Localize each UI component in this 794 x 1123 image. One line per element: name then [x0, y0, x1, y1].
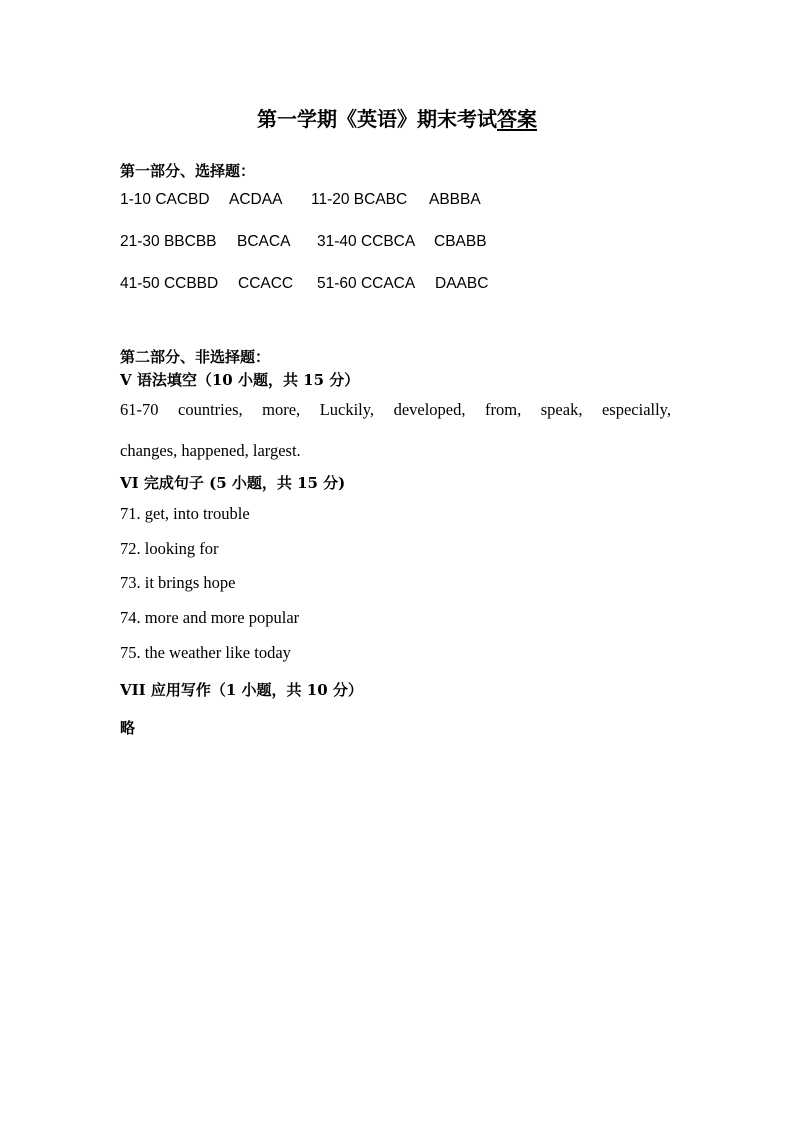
mcq-group: 11-20 BCABC	[311, 191, 408, 208]
section7-heading: VII 应用写作（1 小题，共 10 分）	[120, 681, 363, 699]
grammar-answer: developed,	[393, 400, 466, 419]
section6-heading: VI 完成句子 (5 小题，共 15 分)	[120, 474, 346, 492]
mcq-group: 21-30 BBCBB	[120, 233, 217, 250]
grammar-answer: Luckily,	[319, 400, 375, 419]
grammar-answer: speak,	[540, 400, 583, 419]
mcq-row-1	[120, 191, 481, 209]
section5-answers-line2: changes, happened, largest.	[120, 441, 301, 460]
mcq-group: 31-40 CCBCA	[317, 233, 416, 250]
mcq-row-3	[120, 275, 488, 293]
sentence-answer: 71. get, into trouble	[120, 504, 250, 523]
grammar-answer: especially,	[601, 400, 671, 419]
sentence-answer: 75. the weather like today	[120, 643, 291, 662]
mcq-group: ABBBA	[429, 191, 481, 208]
title-underlined: 答案	[497, 107, 537, 131]
mcq-group: CBABB	[434, 233, 487, 250]
mcq-group: CCACC	[238, 275, 294, 292]
mcq-group: 51-60 CCACA	[317, 275, 416, 292]
mcq-group: DAABC	[435, 275, 489, 292]
mcq-group: 1-10 CACBD	[120, 191, 210, 208]
mcq-row-2	[120, 233, 487, 251]
mcq-group: BCACA	[237, 233, 291, 250]
section5-heading: V 语法填空（10 小题，共 15 分）	[120, 371, 360, 389]
sentence-answer: 74. more and more popular	[120, 608, 300, 627]
title-main: 第一学期《英语》期末考试	[257, 107, 497, 131]
sentence-answer: 72. looking for	[120, 539, 219, 558]
grammar-answer: 61-70	[120, 400, 159, 419]
grammar-answer: from,	[485, 400, 522, 419]
mcq-group: 41-50 CCBBD	[120, 275, 219, 292]
mcq-group: ACDAA	[229, 191, 283, 208]
sentence-answer: 73. it brings hope	[120, 573, 236, 592]
part1-heading: 第一部分、选择题：	[120, 162, 256, 180]
page-title	[0, 103, 794, 132]
part2-heading: 第二部分、非选择题：	[120, 348, 271, 366]
section7-answer: 略	[120, 719, 136, 737]
grammar-answer: countries,	[178, 400, 243, 419]
grammar-answer: more,	[262, 400, 301, 419]
section5-answers-line1	[120, 400, 671, 420]
